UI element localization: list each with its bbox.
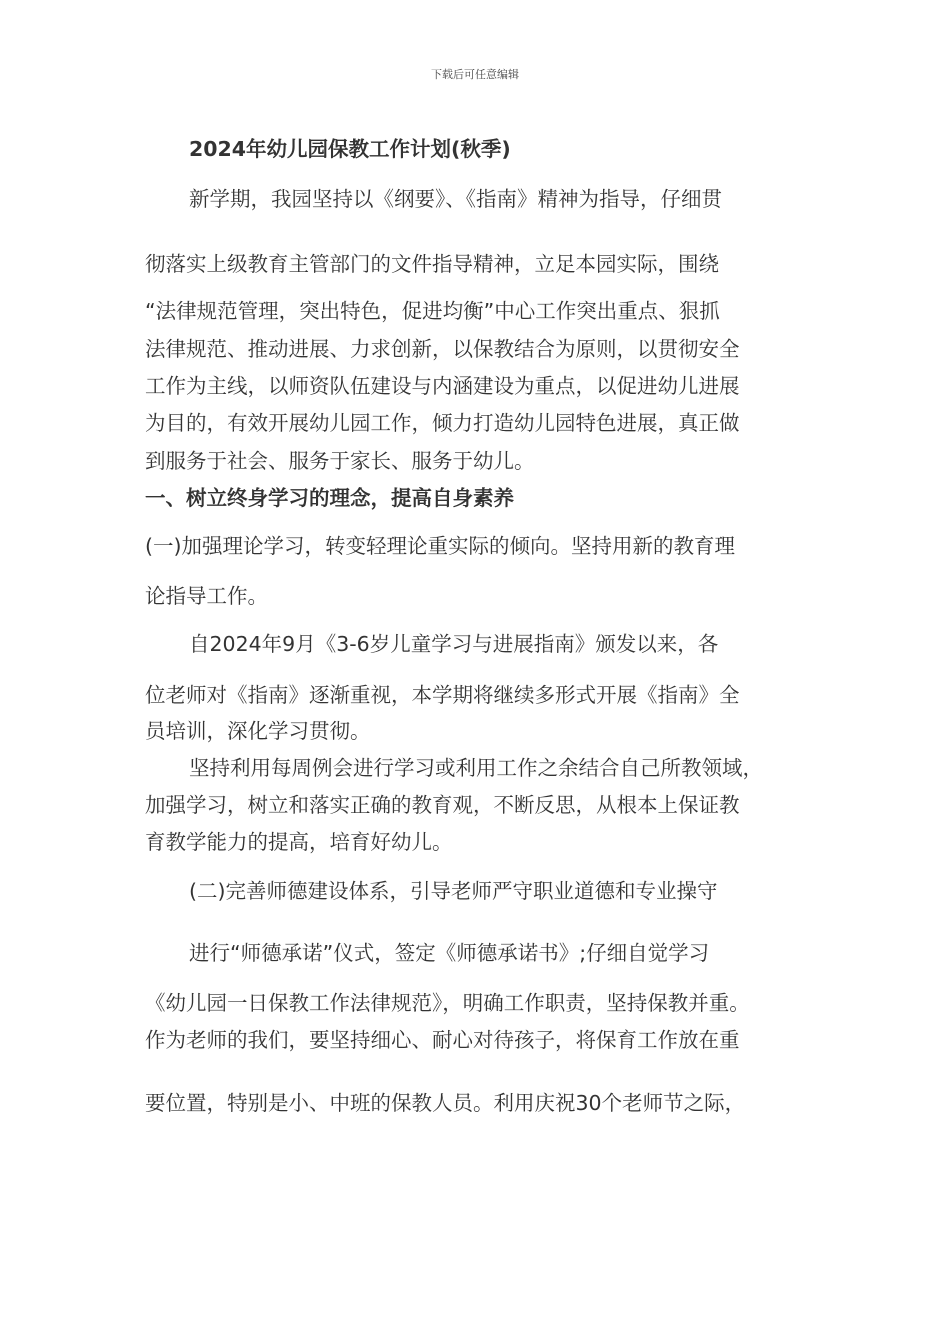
- paragraph-line: 位老师对《指南》逐渐重视，本学期将继续多形式开展《指南》全: [145, 683, 740, 707]
- paragraph-line: 工作为主线，以师资队伍建设与内涵建设为重点，以促进幼儿进展: [145, 374, 740, 398]
- paragraph-line: 为目的，有效开展幼儿园工作，倾力打造幼儿园特色进展，真正做: [145, 411, 740, 435]
- section-heading: 一、树立终身学习的理念，提高自身素养: [145, 486, 514, 510]
- paragraph-line: 论指导工作。: [145, 584, 268, 608]
- paragraph-line: 新学期，我园坚持以《纲要》、《指南》精神为指导，仔细贯: [189, 187, 722, 211]
- paragraph-line: 作为老师的我们，要坚持细心、耐心对待孩子，将保育工作放在重: [145, 1028, 740, 1052]
- paragraph-line: (一)加强理论学习，转变轻理论重实际的倾向。坚持用新的教育理: [145, 534, 735, 558]
- paragraph-line: 加强学习，树立和落实正确的教育观，不断反思，从根本上保证教: [145, 793, 740, 817]
- header-note: 下载后可任意编辑: [431, 68, 519, 81]
- paragraph-line: 到服务于社会、服务于家长、服务于幼儿。: [145, 449, 535, 473]
- paragraph-line: 坚持利用每周例会进行学习或利用工作之余结合自己所教领域，: [189, 756, 763, 780]
- paragraph-line: 要位置，特别是小、中班的保教人员。利用庆祝30个老师节之际，: [145, 1091, 746, 1115]
- paragraph-line: 进行“师德承诺”仪式，签定《师德承诺书》;仔细自觉学习: [189, 941, 710, 965]
- paragraph-line: “法律规范管理，突出特色，促进均衡”中心工作突出重点、狠抓: [145, 299, 720, 323]
- document-title: 2024年幼儿园保教工作计划(秋季): [189, 137, 511, 161]
- paragraph-line: 《幼儿园一日保教工作法律规范》，明确工作职责，坚持保教并重。: [145, 991, 750, 1015]
- paragraph-line: 彻落实上级教育主管部门的文件指导精神，立足本园实际，围绕: [145, 252, 719, 276]
- subsection-heading: (二)完善师德建设体系，引导老师严守职业道德和专业操守: [189, 879, 718, 903]
- paragraph-line: 育教学能力的提高，培育好幼儿。: [145, 830, 453, 854]
- paragraph-line: 法律规范、推动进展、力求创新，以保教结合为原则，以贯彻安全: [145, 337, 740, 361]
- paragraph-line: 员培训，深化学习贯彻。: [145, 719, 371, 743]
- paragraph-line: 自2024年9月《3-6岁儿童学习与进展指南》颁发以来，各: [189, 632, 719, 656]
